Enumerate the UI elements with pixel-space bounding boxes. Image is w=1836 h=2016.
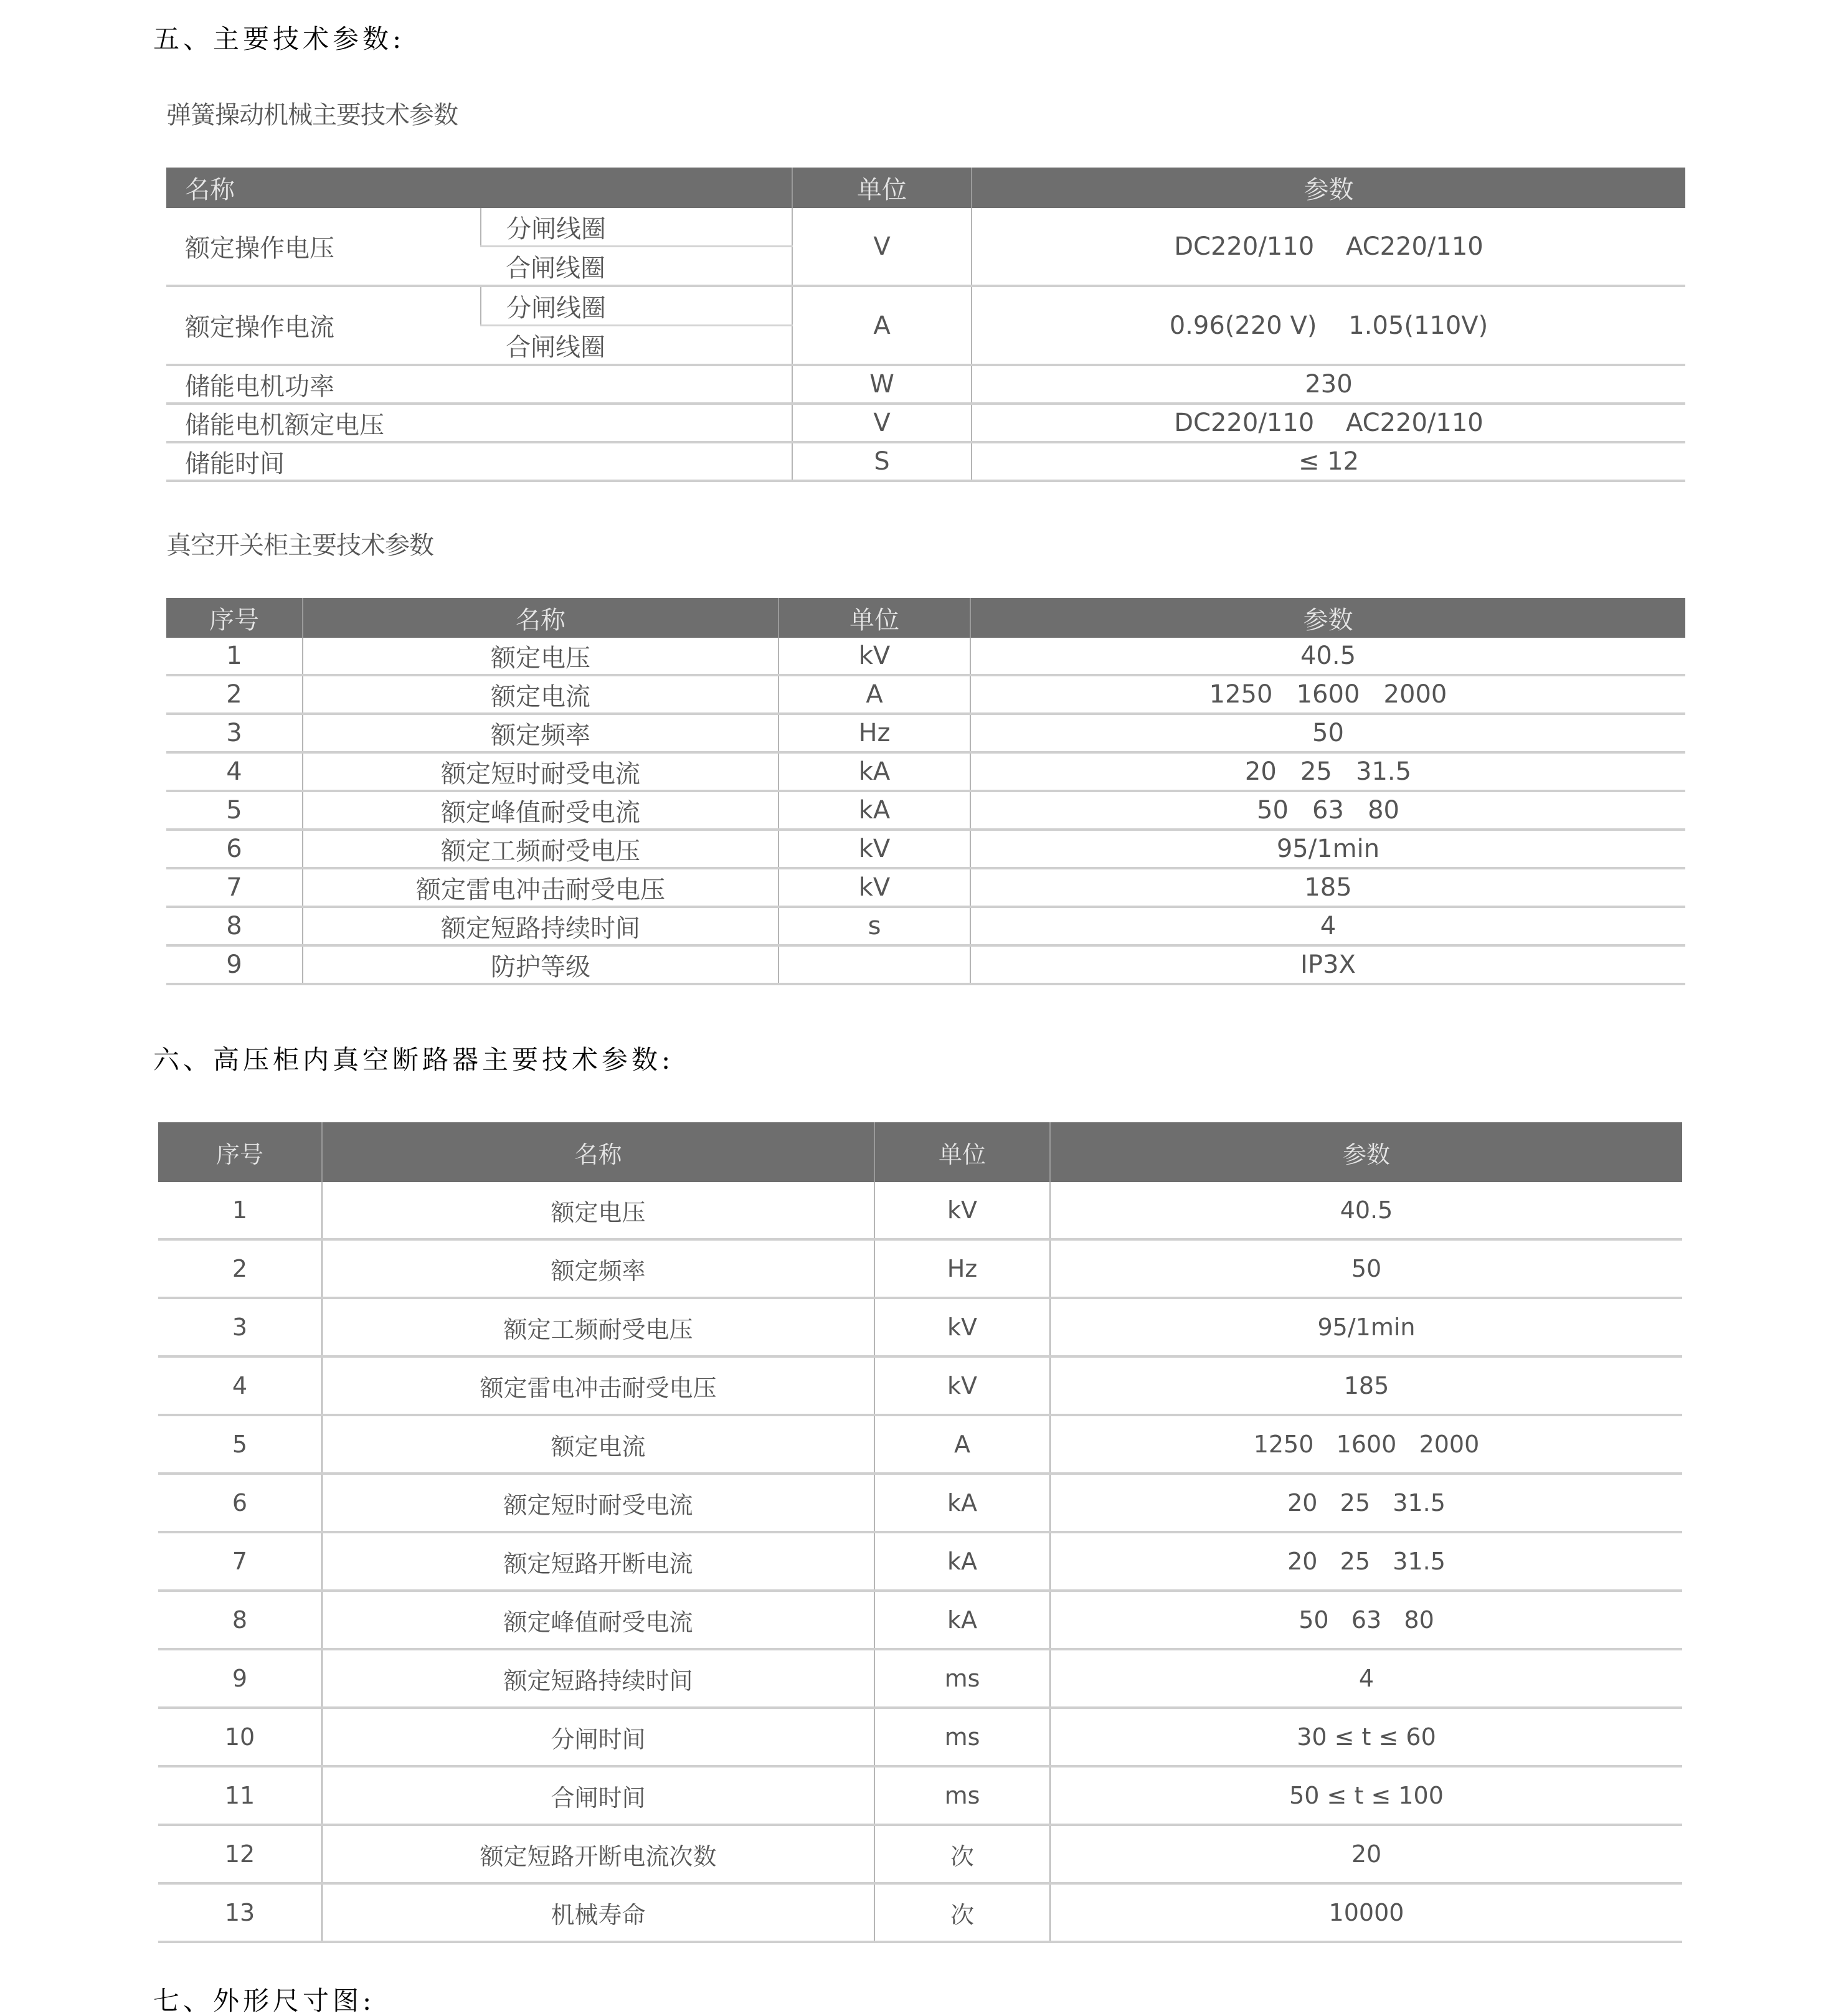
table-row bbox=[158, 1182, 1682, 1239]
row-param: 0.96(220 V) 1.05(110V) bbox=[972, 286, 1685, 365]
row-unit: kV bbox=[874, 1356, 1050, 1415]
row-index: 8 bbox=[166, 907, 303, 945]
row-name: 储能电机功率 bbox=[166, 365, 792, 404]
row-param: 95/1min bbox=[970, 830, 1685, 868]
header-param: 参数 bbox=[970, 598, 1685, 638]
switchgear-title: 真空开关柜主要技术参数 bbox=[166, 531, 433, 560]
table-header-row bbox=[158, 1122, 1682, 1182]
row-name: 额定操作电压 bbox=[166, 208, 481, 286]
section5-heading: 五、主要技术参数: bbox=[153, 24, 405, 54]
row-index: 4 bbox=[158, 1356, 322, 1415]
section6-heading: 六、高压柜内真空断路器主要技术参数: bbox=[153, 1044, 674, 1075]
row-param: 1250 1600 2000 bbox=[970, 675, 1685, 714]
row-index: 6 bbox=[166, 830, 303, 868]
table-row bbox=[166, 752, 1685, 791]
row-param: 95/1min bbox=[1050, 1298, 1682, 1356]
header-name: 名称 bbox=[166, 168, 792, 208]
row-unit: W bbox=[792, 365, 972, 404]
table-row bbox=[166, 907, 1685, 945]
row-index: 7 bbox=[166, 868, 303, 907]
row-param: 4 bbox=[970, 907, 1685, 945]
table-row bbox=[166, 675, 1685, 714]
row-index: 5 bbox=[158, 1415, 322, 1474]
row-unit: V bbox=[792, 208, 972, 286]
row-unit: 次 bbox=[874, 1825, 1050, 1883]
row-index: 7 bbox=[158, 1532, 322, 1591]
row-param: 20 bbox=[1050, 1825, 1682, 1883]
row-name: 额定电压 bbox=[322, 1182, 874, 1239]
row-unit: A bbox=[874, 1415, 1050, 1474]
row-unit: kA bbox=[778, 791, 970, 830]
breaker-table-body bbox=[158, 1182, 1682, 1942]
table-row bbox=[166, 945, 1685, 984]
row-sub: 合闸线圈 bbox=[481, 326, 792, 366]
row-name: 额定短时耐受电流 bbox=[303, 752, 778, 791]
row-name: 额定频率 bbox=[322, 1239, 874, 1298]
table-header-row bbox=[166, 168, 1685, 208]
row-unit: ms bbox=[874, 1649, 1050, 1708]
table-row bbox=[166, 830, 1685, 868]
row-unit: V bbox=[792, 404, 972, 442]
row-name: 储能电机额定电压 bbox=[166, 404, 792, 442]
row-index: 12 bbox=[158, 1825, 322, 1883]
table-row bbox=[166, 365, 1685, 404]
row-param: 185 bbox=[970, 868, 1685, 907]
row-param: DC220/110 AC220/110 bbox=[972, 404, 1685, 442]
row-unit: S bbox=[792, 442, 972, 481]
breaker-table bbox=[158, 1122, 1682, 1943]
row-param: 20 25 31.5 bbox=[970, 752, 1685, 791]
row-param: 50 63 80 bbox=[1050, 1591, 1682, 1649]
row-name: 额定雷电冲击耐受电压 bbox=[322, 1356, 874, 1415]
row-param: 185 bbox=[1050, 1356, 1682, 1415]
spring-mechanism-table bbox=[166, 168, 1685, 482]
table-row bbox=[158, 1474, 1682, 1532]
row-unit: s bbox=[778, 907, 970, 945]
table-row bbox=[166, 714, 1685, 752]
table-row bbox=[166, 208, 1685, 247]
table-row bbox=[158, 1649, 1682, 1708]
row-index: 10 bbox=[158, 1708, 322, 1766]
table-row bbox=[158, 1883, 1682, 1942]
row-param: 4 bbox=[1050, 1649, 1682, 1708]
row-sub: 合闸线圈 bbox=[481, 247, 792, 286]
row-index: 2 bbox=[166, 675, 303, 714]
row-name: 合闸时间 bbox=[322, 1766, 874, 1825]
table-header-row bbox=[166, 598, 1685, 638]
row-index: 8 bbox=[158, 1591, 322, 1649]
table-row bbox=[158, 1591, 1682, 1649]
row-index: 11 bbox=[158, 1766, 322, 1825]
row-param: DC220/110 AC220/110 bbox=[972, 208, 1685, 286]
row-unit: Hz bbox=[874, 1239, 1050, 1298]
row-unit: A bbox=[792, 286, 972, 365]
row-index: 1 bbox=[166, 638, 303, 675]
header-index: 序号 bbox=[166, 598, 303, 638]
row-unit bbox=[778, 945, 970, 984]
row-unit: Hz bbox=[778, 714, 970, 752]
row-param: 40.5 bbox=[970, 638, 1685, 675]
row-name: 额定峰值耐受电流 bbox=[322, 1591, 874, 1649]
row-unit: kV bbox=[874, 1298, 1050, 1356]
table-row bbox=[158, 1298, 1682, 1356]
row-param: 50 bbox=[1050, 1239, 1682, 1298]
row-param: 50 bbox=[970, 714, 1685, 752]
table-row bbox=[166, 638, 1685, 675]
switchgear-table-body bbox=[166, 638, 1685, 984]
row-sub: 分闸线圈 bbox=[481, 208, 792, 247]
spring-mechanism-title: 弹簧操动机械主要技术参数 bbox=[166, 101, 458, 130]
row-unit: kV bbox=[874, 1182, 1050, 1239]
row-param: 230 bbox=[972, 365, 1685, 404]
row-name: 额定工频耐受电压 bbox=[303, 830, 778, 868]
row-name: 额定短时耐受电流 bbox=[322, 1474, 874, 1532]
row-unit: kV bbox=[778, 830, 970, 868]
row-index: 3 bbox=[158, 1298, 322, 1356]
row-index: 6 bbox=[158, 1474, 322, 1532]
section7-heading: 七、外形尺寸图: bbox=[153, 1985, 376, 2016]
row-name: 分闸时间 bbox=[322, 1708, 874, 1766]
table-row bbox=[158, 1708, 1682, 1766]
switchgear-table bbox=[166, 598, 1685, 985]
header-index: 序号 bbox=[158, 1122, 322, 1182]
row-name: 额定电压 bbox=[303, 638, 778, 675]
row-param: 10000 bbox=[1050, 1883, 1682, 1942]
row-unit: 次 bbox=[874, 1883, 1050, 1942]
row-index: 9 bbox=[158, 1649, 322, 1708]
row-unit: ms bbox=[874, 1708, 1050, 1766]
row-name: 额定短路持续时间 bbox=[303, 907, 778, 945]
table-row bbox=[158, 1356, 1682, 1415]
row-param: 30 ≤ t ≤ 60 bbox=[1050, 1708, 1682, 1766]
header-name: 名称 bbox=[303, 598, 778, 638]
row-index: 5 bbox=[166, 791, 303, 830]
row-name: 防护等级 bbox=[303, 945, 778, 984]
row-unit: kA bbox=[874, 1474, 1050, 1532]
table-row bbox=[158, 1415, 1682, 1474]
table-row bbox=[166, 791, 1685, 830]
row-name: 额定短路持续时间 bbox=[322, 1649, 874, 1708]
row-name: 额定工频耐受电压 bbox=[322, 1298, 874, 1356]
table-row bbox=[166, 404, 1685, 442]
row-unit: kA bbox=[874, 1591, 1050, 1649]
row-index: 13 bbox=[158, 1883, 322, 1942]
row-index: 9 bbox=[166, 945, 303, 984]
row-unit: kA bbox=[778, 752, 970, 791]
row-param: ≤ 12 bbox=[972, 442, 1685, 481]
row-name: 额定电流 bbox=[303, 675, 778, 714]
header-unit: 单位 bbox=[792, 168, 972, 208]
header-param: 参数 bbox=[972, 168, 1685, 208]
row-unit: kA bbox=[874, 1532, 1050, 1591]
row-name: 储能时间 bbox=[166, 442, 792, 481]
row-index: 1 bbox=[158, 1182, 322, 1239]
row-name: 额定峰值耐受电流 bbox=[303, 791, 778, 830]
row-sub: 分闸线圈 bbox=[481, 286, 792, 326]
header-unit: 单位 bbox=[874, 1122, 1050, 1182]
table-row bbox=[166, 286, 1685, 326]
table-row bbox=[166, 442, 1685, 481]
row-name: 机械寿命 bbox=[322, 1883, 874, 1942]
row-param: 50 63 80 bbox=[970, 791, 1685, 830]
table-row bbox=[158, 1766, 1682, 1825]
row-index: 3 bbox=[166, 714, 303, 752]
row-name: 额定操作电流 bbox=[166, 286, 481, 365]
row-index: 2 bbox=[158, 1239, 322, 1298]
row-name: 额定雷电冲击耐受电压 bbox=[303, 868, 778, 907]
row-unit: kV bbox=[778, 868, 970, 907]
row-param: 20 25 31.5 bbox=[1050, 1474, 1682, 1532]
header-param: 参数 bbox=[1050, 1122, 1682, 1182]
row-unit: ms bbox=[874, 1766, 1050, 1825]
row-index: 4 bbox=[166, 752, 303, 791]
header-name: 名称 bbox=[322, 1122, 874, 1182]
row-name: 额定电流 bbox=[322, 1415, 874, 1474]
row-name: 额定频率 bbox=[303, 714, 778, 752]
row-unit: A bbox=[778, 675, 970, 714]
table-row bbox=[158, 1239, 1682, 1298]
row-param: IP3X bbox=[970, 945, 1685, 984]
table-row bbox=[166, 868, 1685, 907]
row-param: 40.5 bbox=[1050, 1182, 1682, 1239]
row-name: 额定短路开断电流 bbox=[322, 1532, 874, 1591]
row-unit: kV bbox=[778, 638, 970, 675]
row-param: 1250 1600 2000 bbox=[1050, 1415, 1682, 1474]
table-row bbox=[158, 1532, 1682, 1591]
table-row bbox=[158, 1825, 1682, 1883]
header-unit: 单位 bbox=[778, 598, 970, 638]
row-param: 20 25 31.5 bbox=[1050, 1532, 1682, 1591]
row-param: 50 ≤ t ≤ 100 bbox=[1050, 1766, 1682, 1825]
row-name: 额定短路开断电流次数 bbox=[322, 1825, 874, 1883]
